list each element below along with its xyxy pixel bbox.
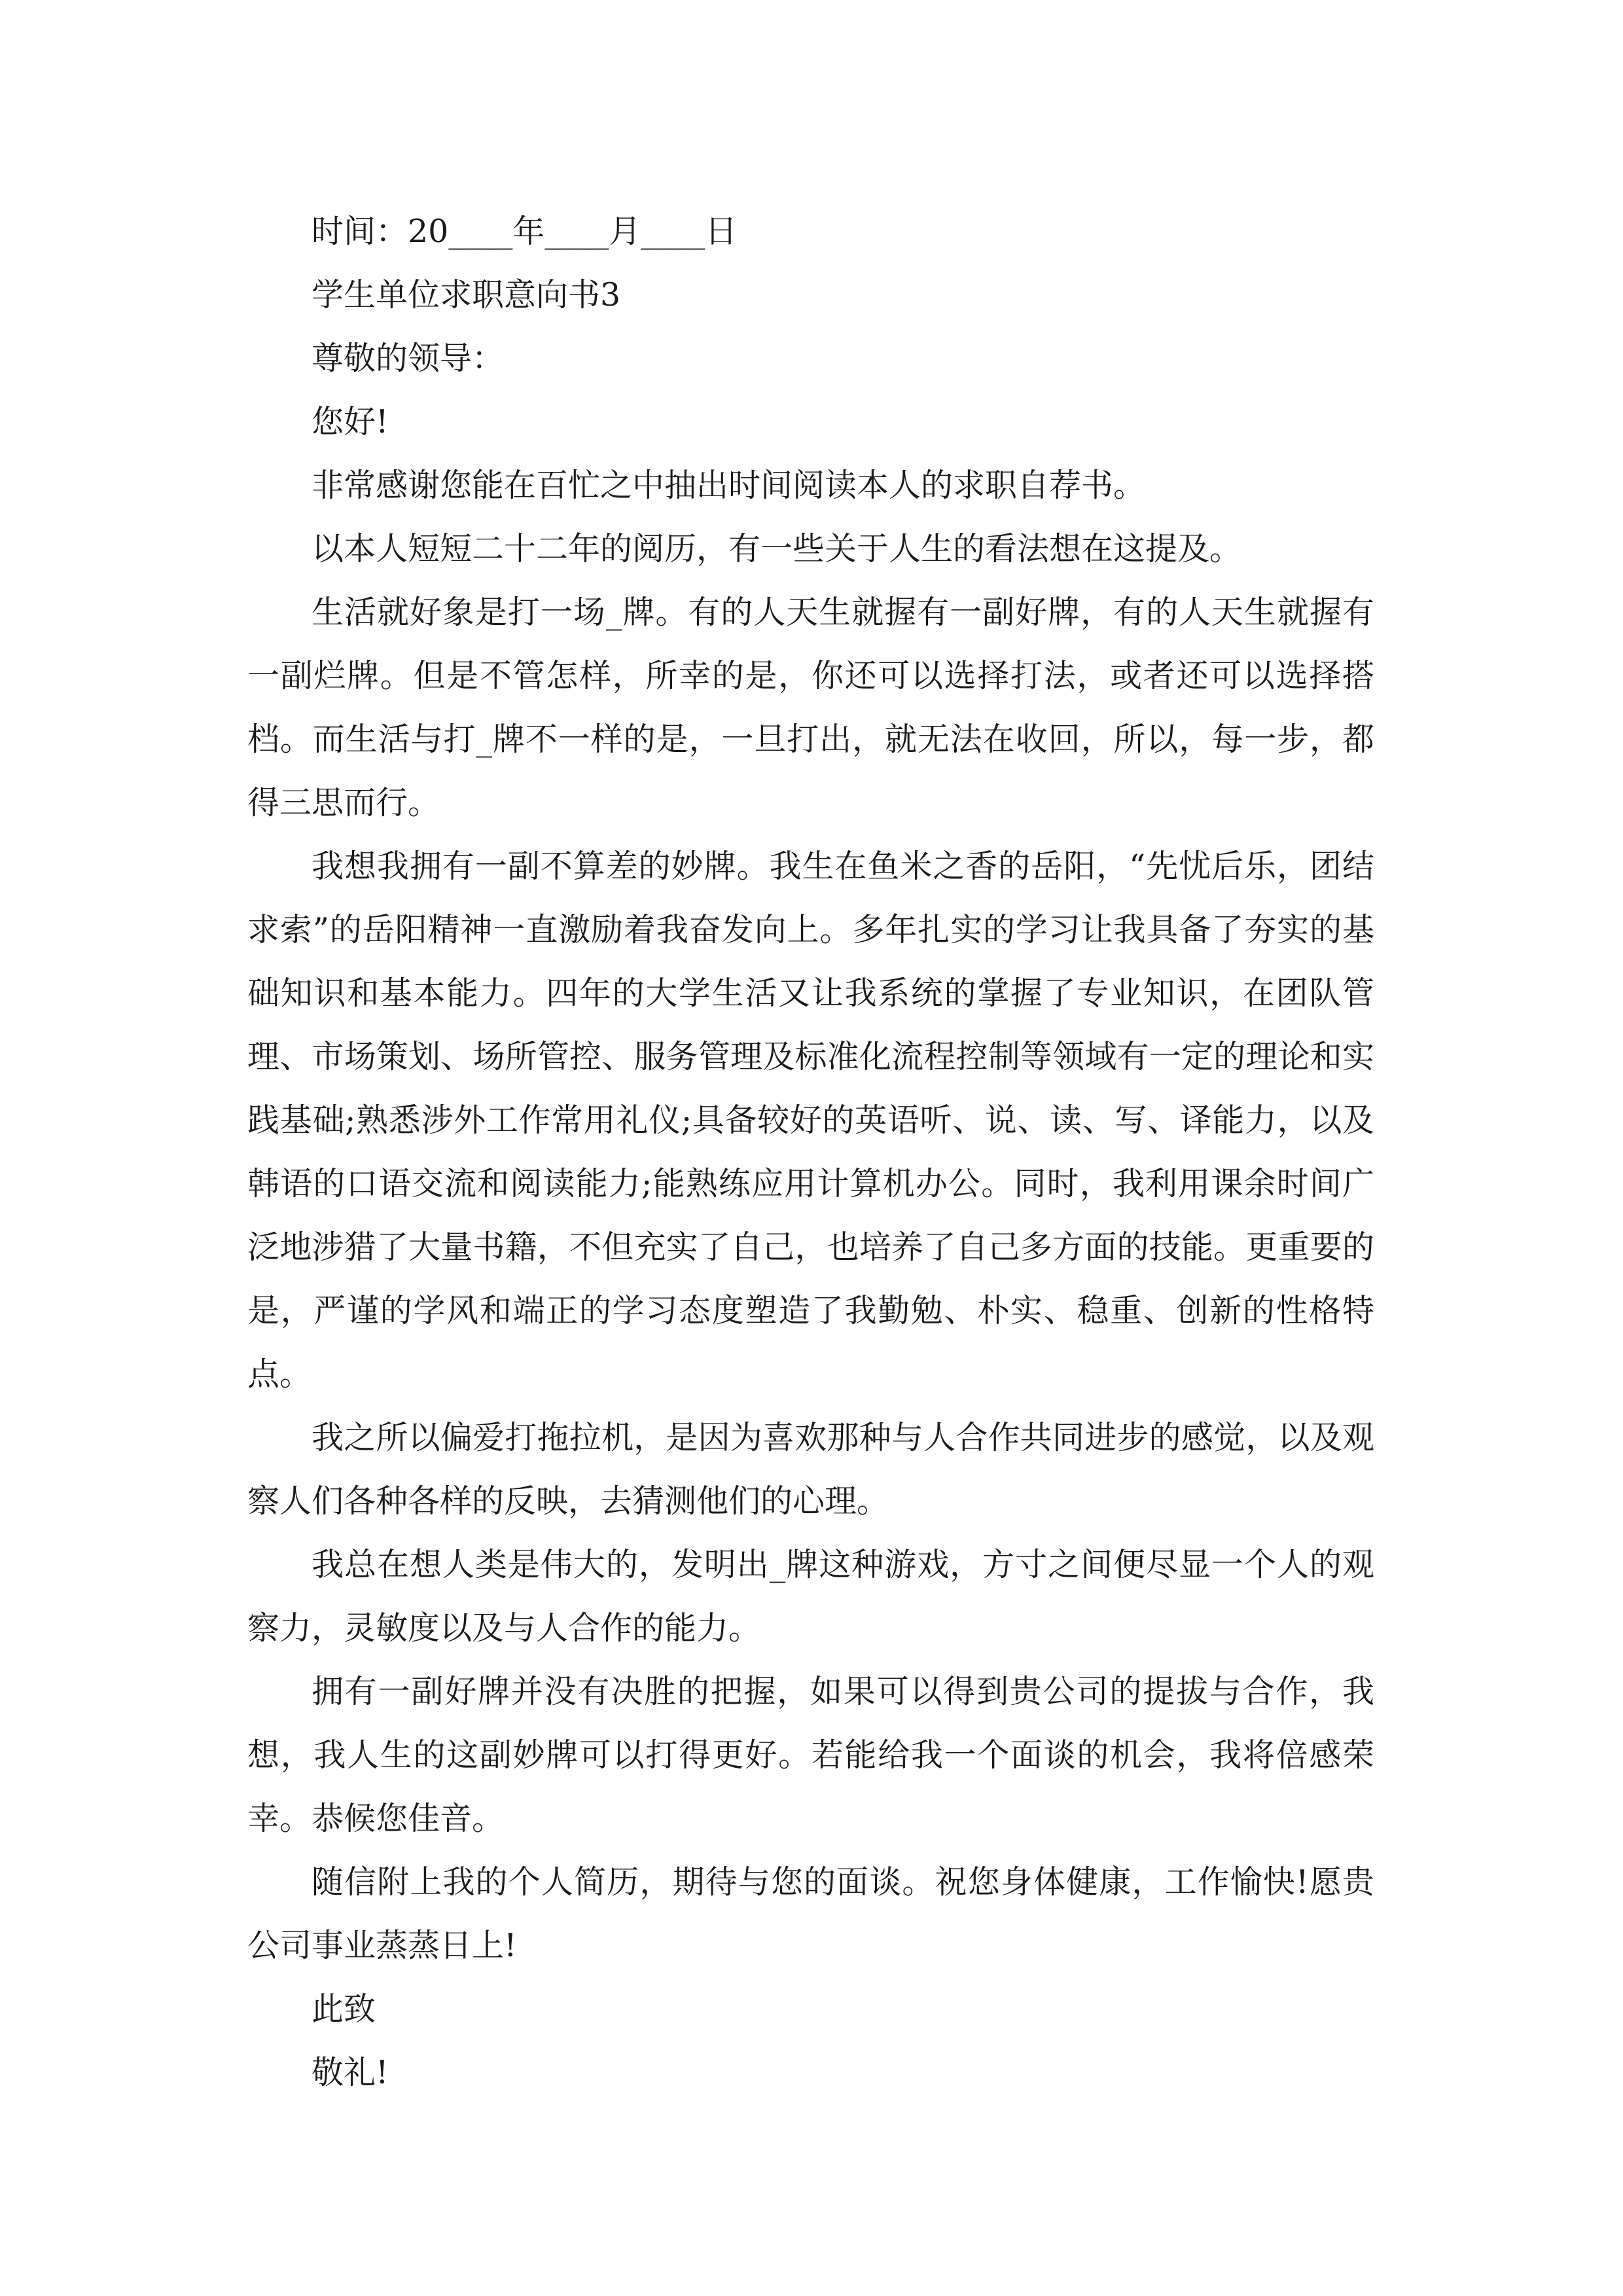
paragraph: 拥有一副好牌并没有决胜的把握，如果可以得到贵公司的提拔与合作，我想，我人生的这副妙牌可以打得更好。若能给我一个面谈的机会，我将倍感荣幸。恭候您佳音。: [247, 1673, 1374, 1837]
paragraph: 非常感谢您能在百忙之中抽出时间阅读本人的求职自荐书。: [312, 467, 1146, 504]
closing-salute: 敬礼!: [312, 2054, 389, 2091]
letter-body: [247, 200, 1374, 2104]
paragraph: 我之所以偏爱打拖拉机，是因为喜欢那种与人合作共同进步的感觉，以及观察人们各种各样的反映，去猜测他们的心理。: [247, 1419, 1374, 1520]
paragraph: 以本人短短二十二年的阅历，有一些关于人生的看法想在这提及。: [312, 530, 1242, 567]
paragraph: 随信附上我的个人简历，期待与您的面谈。祝您身体健康，工作愉快!愿贵公司事业蒸蒸日上!: [247, 1863, 1374, 1964]
paragraph: 我总在想人类是伟大的，发明出_牌这种游戏，方寸之间便尽显一个人的观察力，灵敏度以及与人合作的能力。: [247, 1546, 1374, 1647]
paragraph: 我想我拥有一副不算差的妙牌。我生在鱼米之香的岳阳，“先忧后乐，团结求索”的岳阳精神一直激励着我奋发向上。多年扎实的学习让我具备了夯实的基础知识和基本能力。四年的大学生活又让我系统的掌握了专业知识，在团队管理、市场策划、场所管控、服务管理及标准化流程控制等领域有一定的理论和实践基础;熟悉涉外工作常用礼仪;具备较好的英语听、说、读、写、译能力，以及韩语的口语交流和阅读能力;能熟练应用计算机办公。同时，我利用课余时间广泛地涉猎了大量书籍，不但充实了自己，也培养了自己多方面的技能。更重要的是，严谨的学风和端正的学习态度塑造了我勤勉、朴实、稳重、创新的性格特点。: [247, 848, 1374, 1393]
paragraph: 生活就好象是打一场_牌。有的人天生就握有一副好牌，有的人天生就握有一副烂牌。但是不管怎样，所幸的是，你还可以选择打法，或者还可以选择搭档。而生活与打_牌不一样的是，一旦打出，就无法在收回，所以，每一步，都得三思而行。: [247, 594, 1374, 821]
date-line: 时间：20____年____月____日: [312, 213, 738, 250]
salutation: 尊敬的领导：: [312, 340, 505, 377]
closing-line: 此致: [312, 1990, 376, 2028]
greeting: 您好!: [312, 403, 389, 440]
letter-title: 学生单位求职意向书3: [312, 276, 621, 314]
